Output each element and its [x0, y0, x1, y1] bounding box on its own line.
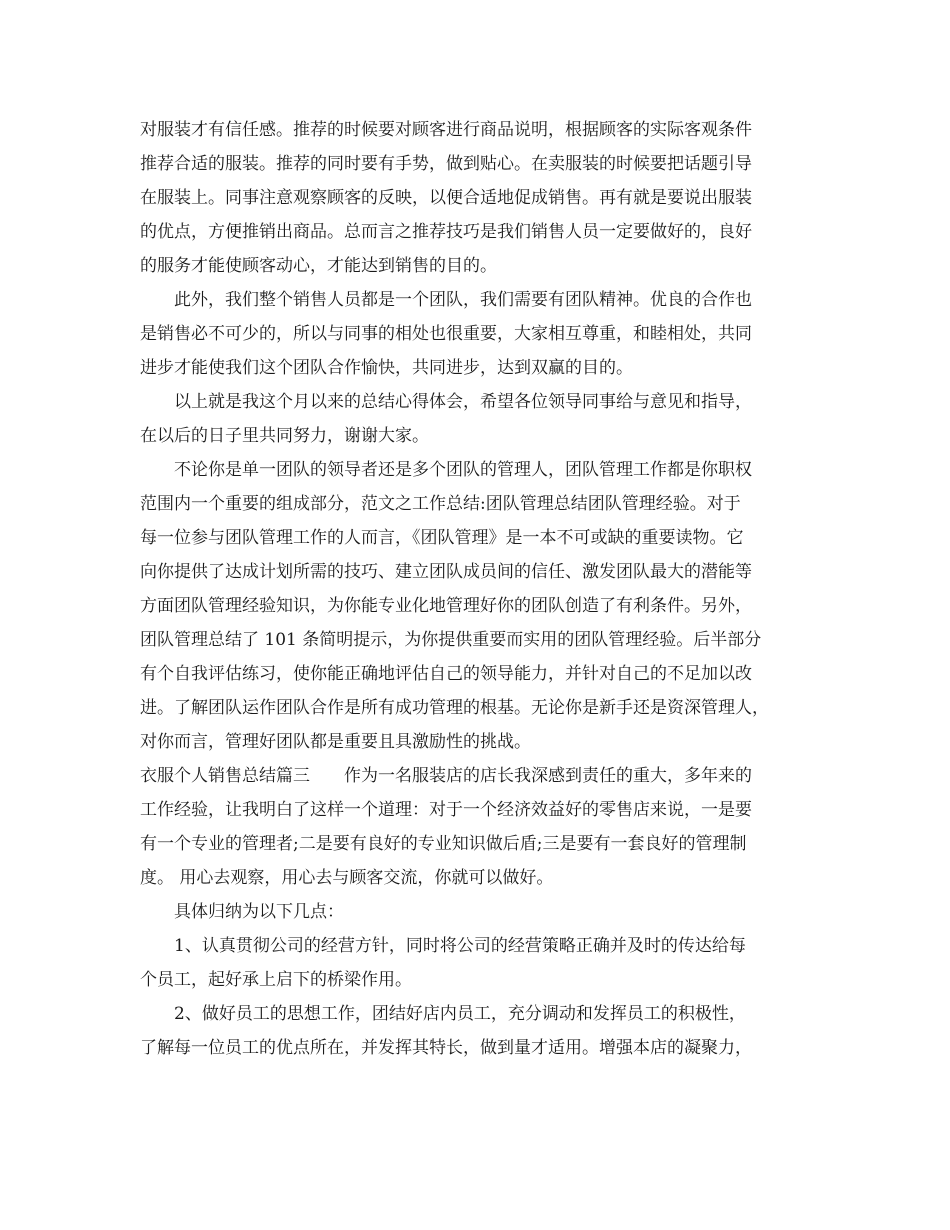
- text-line: 的优点，方便推销出商品。总而言之推荐技巧是我们销售人员一定要做好的，良好: [140, 222, 752, 242]
- paragraph: [140, 895, 820, 929]
- text-line: 不论你是单一团队的领导者还是多个团队的管理人，团队管理工作都是你职权: [174, 460, 752, 480]
- paragraph: [140, 997, 820, 1065]
- document-body: [140, 113, 820, 1065]
- text-line: 了解每一位员工的优点所在，并发挥其特长，做到量才适用。增强本店的凝聚力，: [140, 1038, 752, 1058]
- text-line: 对服装才有信任感。推荐的时候要对顾客进行商品说明，根据顾客的实际客观条件: [140, 120, 752, 140]
- paragraph: [140, 453, 820, 759]
- paragraph: [140, 929, 820, 997]
- text-line: 对你而言，管理好团队都是重要且具激励性的挑战。: [140, 732, 531, 752]
- text-line: 工作经验，让我明白了这样一个道理：对于一个经济效益好的零售店来说，一是要: [140, 800, 752, 820]
- text-line: 进步才能使我们这个团队合作愉快，共同进步，达到双赢的目的。: [140, 358, 633, 378]
- text-line: 有个自我评估练习，使你能正确地评估自己的领导能力，并针对自己的不足加以改: [140, 664, 752, 684]
- text-line: 每一位参与团队管理工作的人而言，《团队管理》是一本不可或缺的重要读物。它: [140, 528, 744, 548]
- text-line: 方面团队管理经验知识，为你能专业化地管理好你的团队创造了有利条件。另外，: [140, 596, 752, 616]
- paragraph: [140, 759, 820, 895]
- paragraph: [140, 283, 820, 385]
- text-line: 的服务才能使顾客动心，才能达到销售的目的。: [140, 256, 497, 276]
- text-line: 此外，我们整个销售人员都是一个团队，我们需要有团队精神。优良的合作也: [174, 290, 752, 310]
- text-line: 具体归纳为以下几点：: [174, 902, 344, 922]
- text-line: 在以后的日子里共同努力，谢谢大家。: [140, 426, 429, 446]
- text-line: 度。 用心去观察，用心去与顾客交流，你就可以做好。: [140, 868, 554, 888]
- text-line: 以上就是我这个月以来的总结心得体会，希望各位领导同事给与意见和指导，: [174, 392, 752, 412]
- paragraph: [140, 385, 820, 453]
- text-line: 范围内一个重要的组成部分，范文之工作总结:团队管理总结团队管理经验。对于: [140, 494, 741, 514]
- text-line: 个员工，起好承上启下的桥梁作用。: [140, 970, 412, 990]
- text-line: 在服装上。同事注意观察顾客的反映，以便合适地促成销售。再有就是要说出服装: [140, 188, 752, 208]
- text-line: 推荐合适的服装。推荐的同时要有手势，做到贴心。在卖服装的时候要把话题引导: [140, 154, 752, 174]
- text-line: 进。了解团队运作团队合作是所有成功管理的根基。无论你是新手还是资深管理人，: [140, 698, 769, 718]
- text-line: 有一个专业的管理者;二是要有良好的专业知识做后盾;三是要有一套良好的管理制: [140, 834, 747, 854]
- text-line: 1、认真贯彻公司的经营方针，同时将公司的经营策略正确并及时的传达给每: [174, 936, 746, 956]
- text-line: 2、做好员工的思想工作，团结好店内员工，充分调动和发挥员工的积极性，: [174, 1004, 746, 1024]
- text-line: 向你提供了达成计划所需的技巧、建立团队成员间的信任、激发团队最大的潜能等: [140, 562, 752, 582]
- paragraph: [140, 113, 820, 283]
- text-line: 团队管理总结了 101 条简明提示，为你提供重要而实用的团队管理经验。后半部分: [140, 630, 762, 650]
- text-line: 衣服个人销售总结篇三 作为一名服装店的店长我深感到责任的重大，多年来的: [140, 766, 752, 786]
- text-line: 是销售必不可少的，所以与同事的相处也很重要，大家相互尊重，和睦相处，共同: [140, 324, 752, 344]
